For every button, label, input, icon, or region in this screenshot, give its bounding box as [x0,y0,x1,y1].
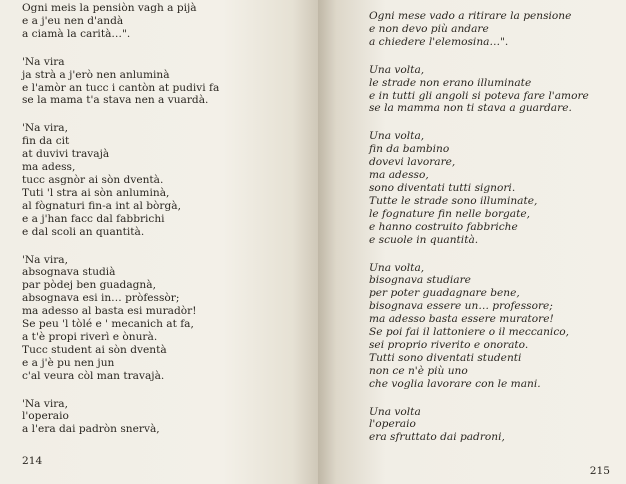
poem-line: Se peu 'l tòlé e ' mecanich at fa, [22,318,194,331]
poem-line: e a j'han facc dal fabbrichi [22,212,165,225]
poem-line: se la mama t'a stava nen a vuardà. [22,94,209,107]
stanza [369,10,589,49]
poem-line: Una volta [369,405,421,418]
poem-line: absognava studià [22,266,116,279]
poem-line: bisognava essere un… professore; [369,300,553,313]
poem-line: l'operaio [369,418,416,431]
poem-line: Tutti sono diventati studenti [369,351,522,364]
stanza [369,262,589,391]
poem-line: Ogni meis la pensiòn vagh a pijà [22,2,197,14]
poem-line: l'operaio [22,410,69,423]
poem-line: sei proprio riverito e onorato. [369,338,529,351]
poem-line: e in tutti gli angoli si poteva fare l'amore [369,89,589,102]
poem-line: e hanno costruito fabbriche [369,220,518,233]
stanza [22,56,219,108]
stanza [22,122,219,238]
poem-line: se la mamma non ti stava a guardare. [369,102,572,115]
poem-line: fin da cit [22,135,70,148]
poem-line: 'Na vira, [22,397,68,410]
stanza [22,2,219,41]
right-poem [369,10,589,459]
poem-line: Tucc student ai sòn dventà [22,343,167,356]
stanza [369,406,589,445]
page-number: 215 [589,465,610,477]
poem-line: absognava esi in… pròfessòr; [22,292,180,305]
poem-line: sono diventati tutti signori. [369,181,516,194]
poem-line: le strade non erano illuminate [369,76,532,89]
poem-line: c'al veura còl man travajà. [22,369,165,382]
stanza [369,64,589,116]
poem-line: ja strà a j'erò nen anluminà [22,68,170,81]
stanza [22,254,219,383]
poem-line: al fògnaturi fin-a int al bòrgà, [22,199,181,212]
poem-line: Tutte le strade sono illuminate, [369,194,538,207]
poem-line: non ce n'è più uno [369,364,468,377]
poem-line: e non devo più andare [369,22,489,35]
page-number: 214 [22,455,43,467]
poem-line: Una volta, [369,130,425,143]
poem-line: e a j'eu nen d'andà [22,14,124,27]
stanza [22,398,219,437]
stanza [369,130,589,246]
poem-line: fin da bambino [369,143,450,156]
poem-line: 'Na vira [22,55,65,68]
poem-line: e dal scoli an quantità. [22,225,145,238]
poem-line: che voglia lavorare con le mani. [369,377,541,390]
poem-line: a chiedere l'elemosina…". [369,35,509,48]
poem-line: a ciamà la carità…". [22,27,131,40]
poem-line: e scuole in quantità. [369,233,479,246]
poem-line: a t'è propi riverì e ònurà. [22,330,158,343]
poem-line: dovevi lavorare, [369,156,456,169]
poem-line: le fognature fin nelle borgate, [369,207,531,220]
poem-line: a l'era dai padròn snervà, [22,423,160,436]
poem-line: 'Na vira, [22,253,68,266]
poem-line: ma adesso basta essere muratore! [369,313,554,326]
poem-line: ma adesso al basta esi muradòr! [22,305,197,318]
poem-line: Tuti 'l stra ai sòn anluminà, [22,186,170,199]
poem-line: bisognava studiare [369,274,471,287]
poem-line: per poter guadagnare bene, [369,287,520,300]
right-page [318,0,626,484]
poem-line: e l'amòr an tucc i cantòn at pudivi fa [22,81,220,94]
left-poem [22,2,219,451]
poem-line: ma adesso, [369,169,429,182]
poem-line: tucc asgnòr ai sòn dventà. [22,173,164,186]
poem-line: ma adess, [22,161,76,174]
poem-line: Una volta, [369,63,425,76]
poem-line: par pòdej ben guadagnà, [22,279,156,292]
poem-line: Una volta, [369,261,425,274]
poem-line: Ogni mese vado a ritirare la pensione [369,10,572,22]
poem-line: e a j'è pu nen jun [22,356,115,369]
poem-line: Se poi fai il lattoniere o il meccanico, [369,326,569,339]
poem-line: at duvivi travajà [22,148,110,161]
poem-line: era sfruttato dai padroni, [369,431,505,444]
poem-line: 'Na vira, [22,122,68,135]
